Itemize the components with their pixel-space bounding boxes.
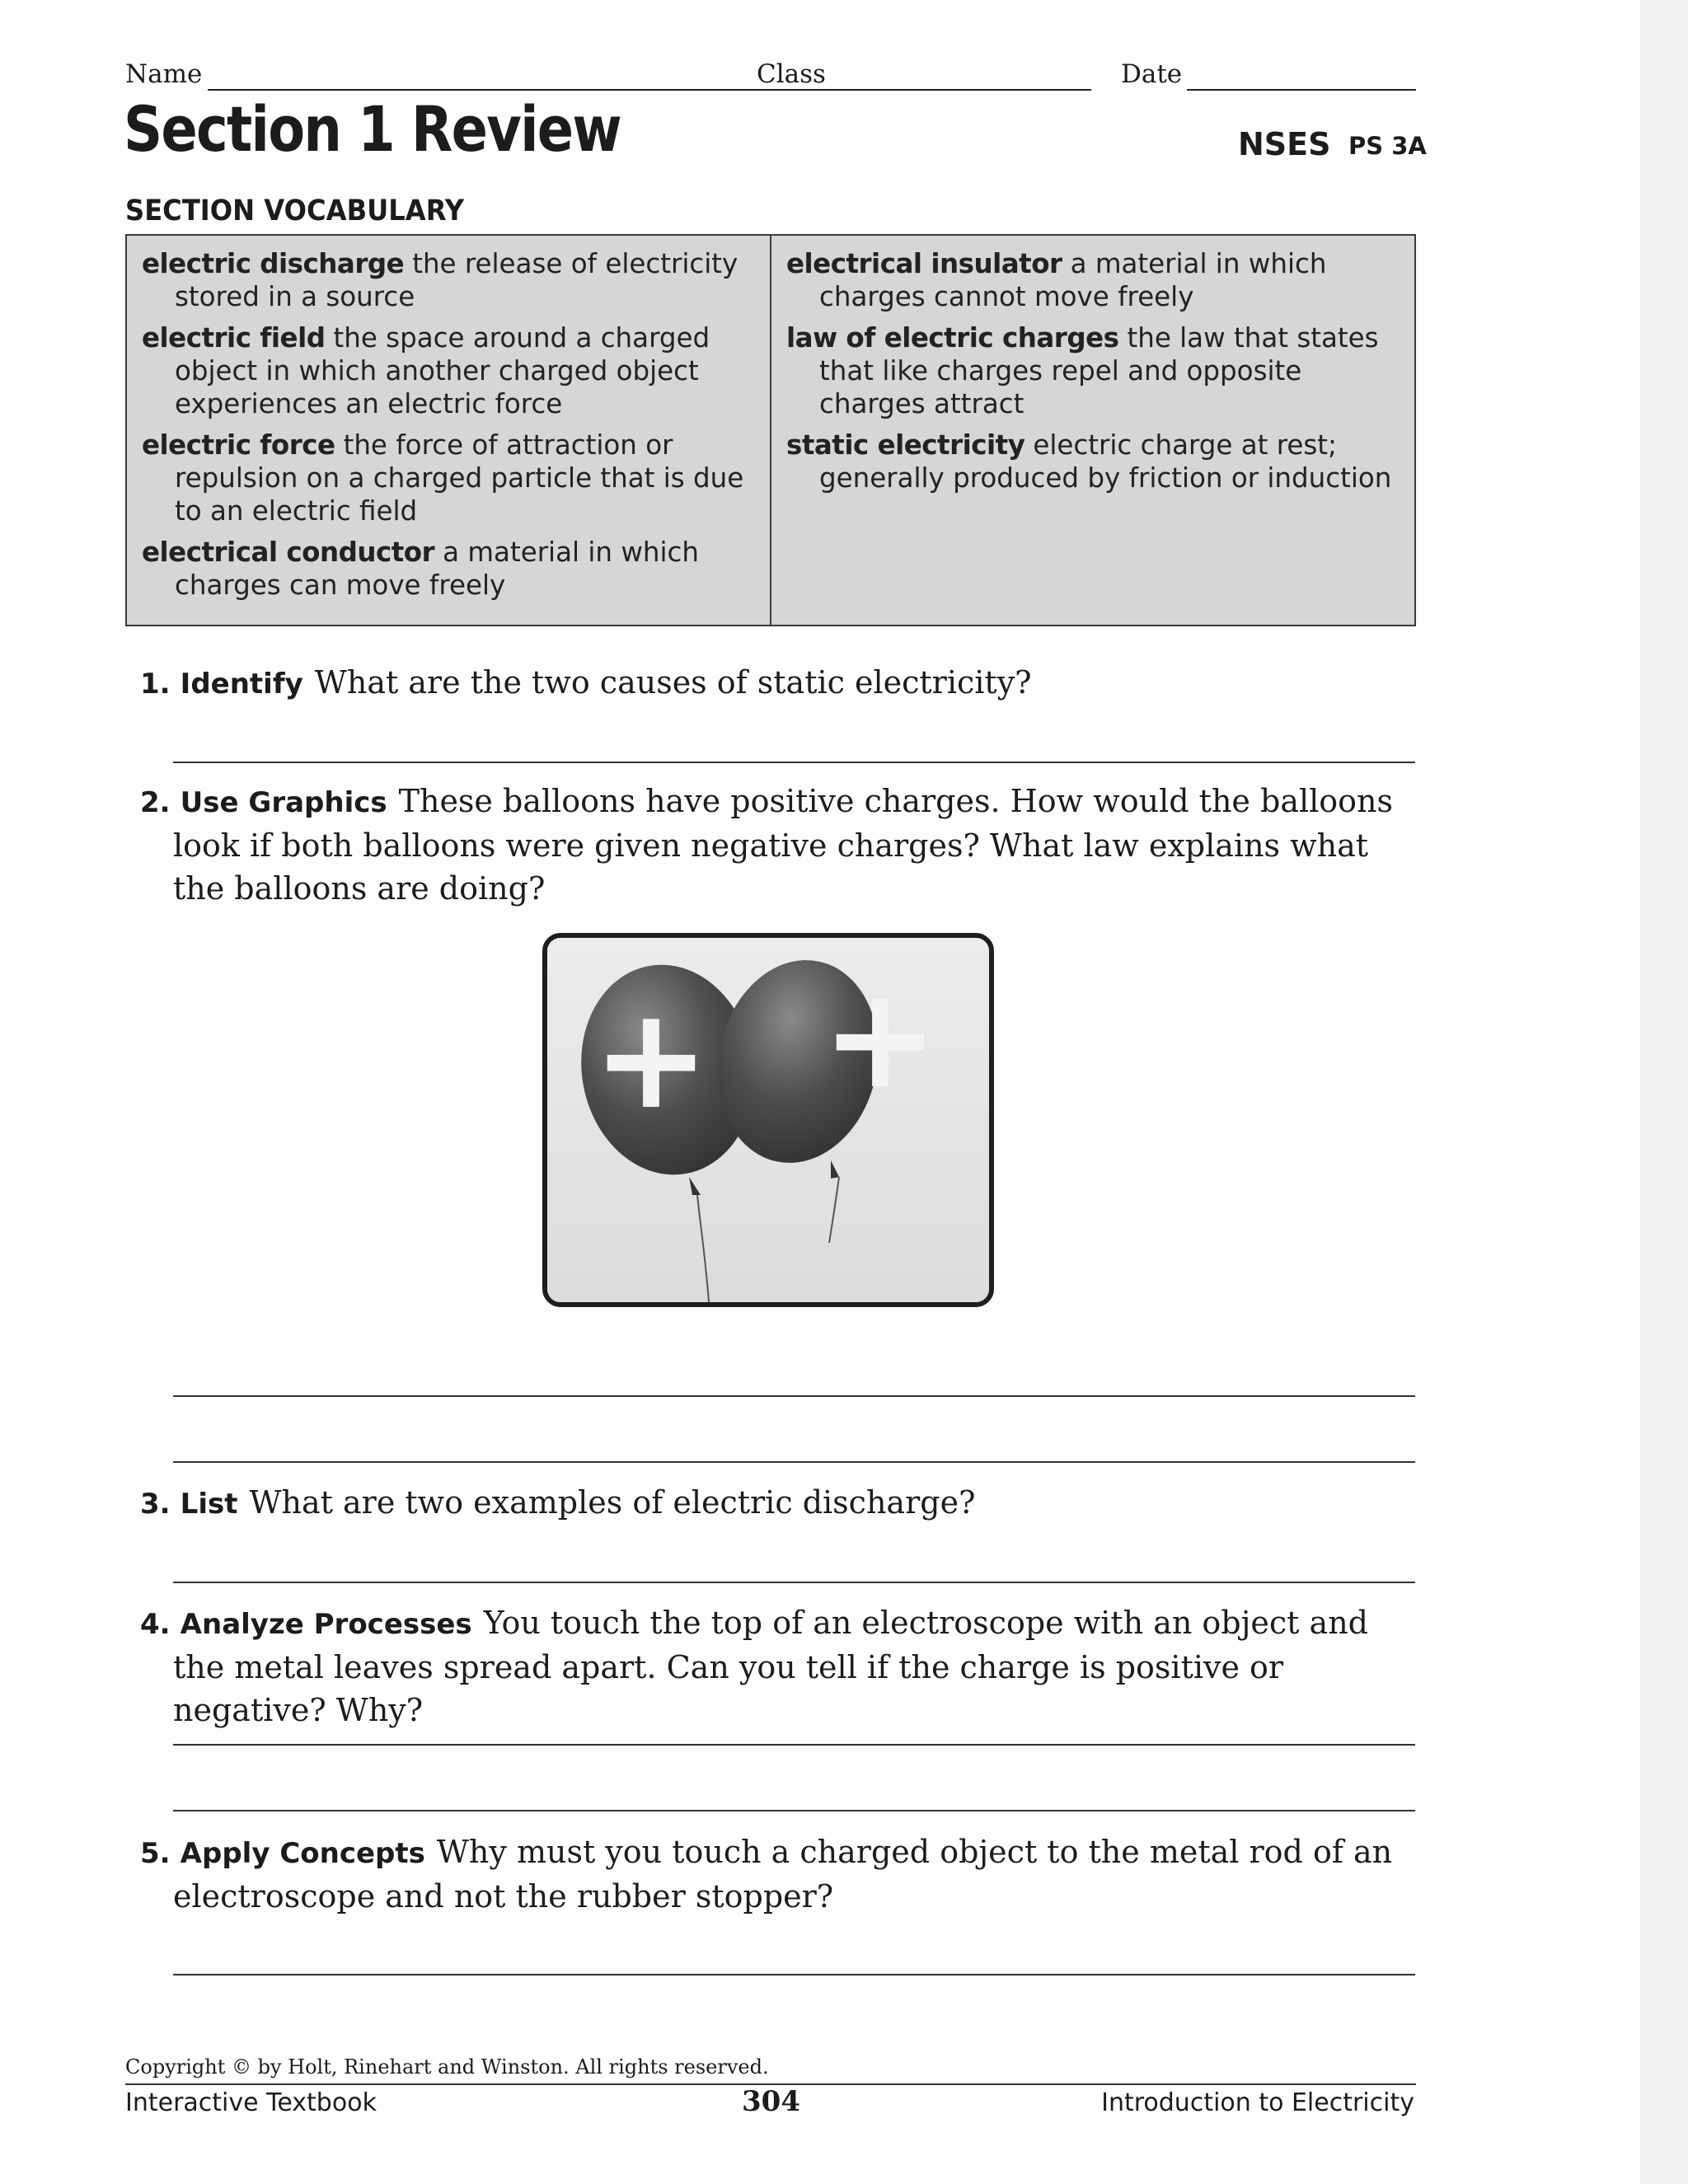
answer-line[interactable] [173, 1810, 1415, 1811]
question-number: 5. [140, 1837, 171, 1870]
page-number: 304 [742, 2085, 800, 2118]
vocab-term: electric field [142, 322, 326, 354]
footer-book-title: Interactive Textbook [125, 2088, 377, 2117]
answer-line[interactable] [173, 762, 1415, 763]
question-skill: Apply Concepts [180, 1837, 425, 1870]
vocab-term: electrical insulator [786, 248, 1062, 279]
vocab-term: static electricity [786, 429, 1025, 461]
question-text: What are two examples of electric discharge? [249, 1484, 976, 1521]
vocabulary-box [125, 234, 1416, 626]
question-text: These balloons have positive charges. How would the balloons look if both balloons were given negative charges? What law explains what the balloons are doing? [173, 783, 1394, 907]
vocab-definition: the release of electricity stored in a source [175, 248, 738, 312]
page-edge-shade [1640, 0, 1688, 2184]
question-3 [140, 1481, 1414, 1526]
class-label: Class [757, 59, 826, 89]
student-info-header [125, 59, 1416, 92]
vocab-definition: a material in which charges can move freely [175, 537, 700, 601]
question-skill: Identify [180, 668, 303, 701]
question-number: 3. [140, 1488, 171, 1521]
vocab-definition: the force of attraction or repulsion on a charged particle that is due to an electric field [175, 429, 744, 527]
left-balloon-charge: + [592, 977, 710, 1141]
vocab-term: electrical conductor [142, 537, 435, 568]
date-label: Date [1121, 59, 1183, 89]
answer-line[interactable] [173, 1582, 1415, 1583]
question-2 [140, 780, 1414, 910]
vocab-definition: a material in which charges cannot move freely [819, 248, 1327, 312]
question-text: You touch the top of an electroscope with an object and the metal leaves spread apart. Can you tell if the charge is positive or negative? Why? [173, 1605, 1368, 1728]
question-number: 4. [140, 1608, 171, 1641]
question-skill: Use Graphics [180, 786, 387, 819]
vocab-definition: the space around a charged object in which another charged object experiences an electric force [175, 322, 710, 419]
answer-line[interactable] [173, 1461, 1415, 1463]
question-4 [140, 1601, 1414, 1732]
answer-line[interactable] [173, 1395, 1415, 1397]
question-1 [140, 661, 1414, 705]
vocab-heading: SECTION VOCABULARY [125, 194, 465, 227]
vocab-entry [786, 429, 1406, 494]
question-number: 1. [140, 668, 171, 701]
page-title: Section 1 Review [124, 92, 621, 166]
vocab-right-column [786, 247, 1406, 503]
answer-line[interactable] [173, 1744, 1415, 1746]
question-number: 2. [140, 786, 171, 819]
vocab-entry [142, 247, 768, 313]
balloons-figure [542, 933, 994, 1307]
right-balloon-charge: + [821, 957, 940, 1120]
vocab-left-column [142, 247, 768, 610]
vocab-term: electric discharge [142, 248, 405, 279]
copyright-notice: Copyright © by Holt, Rinehart and Winston. All rights reserved. [125, 2055, 769, 2079]
answer-line[interactable] [173, 1974, 1415, 1975]
question-skill: List [180, 1488, 238, 1521]
standards-label: NSES [1238, 126, 1331, 162]
vocab-term: law of electric charges [786, 322, 1119, 354]
vocab-entry [786, 247, 1406, 313]
vocab-entry [142, 429, 768, 527]
vocab-entry [786, 321, 1406, 420]
class-field[interactable] [832, 89, 1091, 91]
vocab-column-divider [770, 236, 771, 625]
name-field[interactable] [208, 89, 854, 91]
name-label: Name [125, 59, 203, 89]
footer-chapter-title: Introduction to Electricity [1101, 2088, 1414, 2117]
vocab-definition: the law that states that like charges repel and opposite charges attract [819, 322, 1379, 419]
date-field[interactable] [1187, 89, 1416, 91]
vocab-entry [142, 321, 768, 420]
balloons-illustration [547, 938, 989, 1302]
standards-code: PS 3A [1348, 132, 1427, 160]
question-5 [140, 1830, 1414, 1918]
vocab-definition: electric charge at rest; generally produced by friction or induction [819, 429, 1392, 494]
question-text: What are the two causes of static electricity? [314, 664, 1032, 701]
vocab-term: electric force [142, 429, 335, 461]
question-skill: Analyze Processes [180, 1608, 472, 1641]
question-text: Why must you touch a charged object to the metal rod of an electroscope and not the rubber stopper? [173, 1834, 1393, 1915]
vocab-entry [142, 536, 768, 602]
